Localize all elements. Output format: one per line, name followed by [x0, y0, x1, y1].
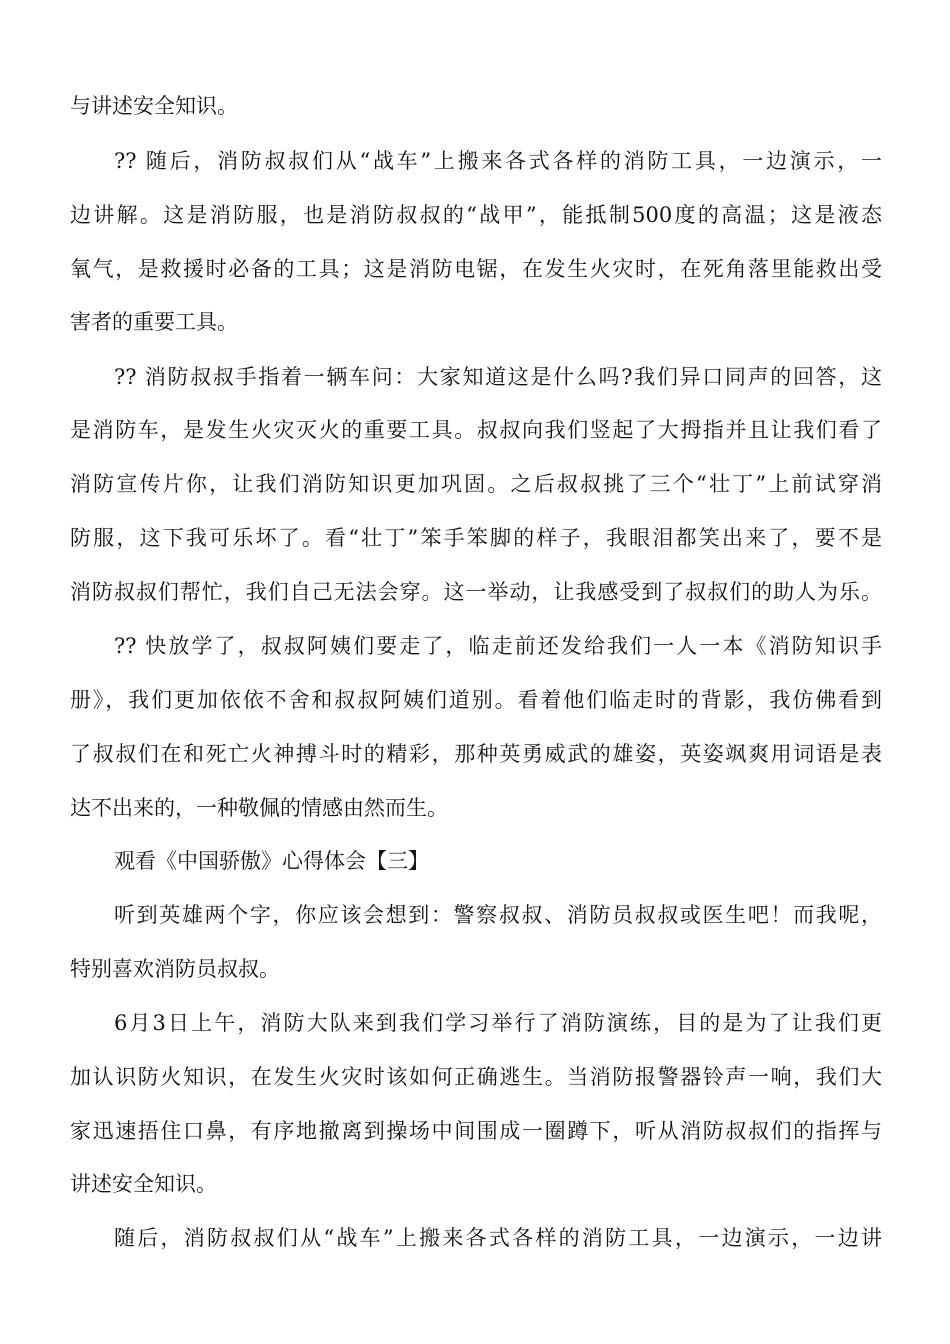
text-line: 边讲解。这是消防服，也是消防叔叔的“战甲”，能抵制500度的高温；这是液态: [70, 203, 882, 227]
paragraph-start-line: 6月3日上午，消防大队来到我们学习举行了消防演练，目的是为了让我们更: [114, 1011, 882, 1035]
paragraph-start-line: ?? 消防叔叔手指着一辆车问：大家知道这是什么吗?我们异口同声的回答，这: [114, 365, 882, 389]
text-line: 害者的重要工具。: [70, 310, 238, 334]
paragraph-start-line: 随后，消防叔叔们从“战车”上搬来各式各样的消防工具，一边演示，一边讲: [114, 1226, 882, 1250]
text-line: 防服，这下我可乐坏了。看“壮丁”笨手笨脚的样子，我眼泪都笑出来了，要不是: [70, 526, 882, 550]
text-line: 加认识防火知识，在发生火灾时该如何正确逃生。当消防报警器铃声一响，我们大: [70, 1065, 882, 1089]
paragraph-start-line: ?? 快放学了，叔叔阿姨们要走了，临走前还发给我们一人一本《消防知识手: [114, 634, 882, 658]
text-line: 消防叔叔们帮忙，我们自己无法会穿。这一举动，让我感受到了叔叔们的助人为乐。: [70, 580, 882, 604]
text-line: 了叔叔们在和死亡火神搏斗时的精彩，那种英勇威武的雄姿，英姿飒爽用词语是表: [70, 742, 882, 766]
text-line: 氧气，是救援时必备的工具；这是消防电锯，在发生火灾时，在死角落里能救出受: [70, 257, 882, 281]
text-line: 达不出来的，一种敬佩的情感由然而生。: [70, 796, 448, 820]
text-line: 与讲述安全知识。: [70, 94, 238, 118]
paragraph-start-line: 听到英雄两个字，你应该会想到：警察叔叔、消防员叔叔或医生吧！而我呢，: [114, 903, 882, 927]
text-line: 册》，我们更加依依不舍和叔叔阿姨们道别。看着他们临走时的背影，我仿佛看到: [70, 688, 882, 712]
text-line: 讲述安全知识。: [70, 1172, 217, 1196]
text-line: 是消防车，是发生火灾灭火的重要工具。叔叔向我们竖起了大拇指并且让我们看了: [70, 418, 882, 442]
paragraph-start-line: ?? 随后，消防叔叔们从“战车”上搬来各式各样的消防工具，一边演示，一: [114, 149, 882, 173]
text-line: 消防宣传片你，让我们消防知识更加巩固。之后叔叔挑了三个“壮丁”上前试穿消: [70, 472, 882, 496]
text-line: 特别喜欢消防员叔叔。: [70, 957, 280, 981]
text-line: 家迅速捂住口鼻，有序地撤离到操场中间围成一圈蹲下，听从消防叔叔们的指挥与: [70, 1119, 882, 1143]
section-heading: 观看《中国骄傲》心得体会【三】: [114, 849, 429, 873]
